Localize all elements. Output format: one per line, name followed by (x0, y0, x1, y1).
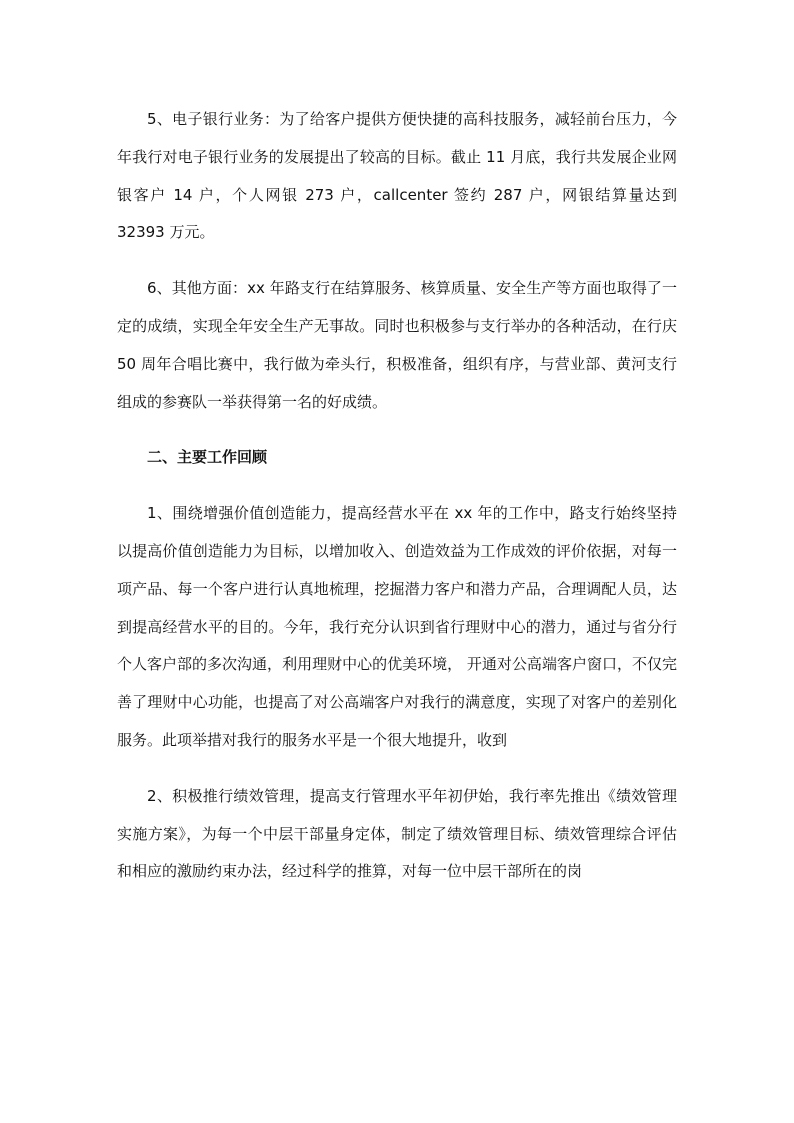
paragraph-performance-management: 2、积极推行绩效管理，提高支行管理水平年初伊始，我行率先推出《绩效管理实施方案》，为每一个中层干部量身定体，制定了绩效管理目标、绩效管理综合评估和相应的激励约束办法，经过科学的推算，对每一位中层干部所在的岗 (117, 786, 677, 881)
paragraph-spacer (117, 421, 677, 439)
document-body (117, 101, 677, 891)
paragraph-electronic-banking: 5、电子银行业务：为了给客户提供方便快捷的高科技服务，减轻前台压力，今年我行对电子银行业务的发展提出了较高的目标。截止 11 月底，我行共发展企业网银客户 14 户，个人网银 273 户，callcenter 签约 287 户，网银结算量达到 32393 万元。 (117, 110, 677, 242)
paragraph-spacer (117, 252, 677, 270)
section-heading-work-review: 二、主要工作回顾 (147, 448, 268, 467)
paragraph-other-aspects: 6、其他方面：xx 年路支行在结算服务、核算质量、安全生产等方面也取得了一定的成绩，实现全年安全生产无事故。同时也积极参与支行举办的各种活动，在行庆 50 周年合唱比赛中，我行做为牵头行，积极准备，组织有序，与营业部、黄河支行组成的参赛队一举获得第一名的好成绩。 (117, 279, 677, 411)
paragraph-value-creation: 1、围绕增强价值创造能力，提高经营水平在 xx 年的工作中，路支行始终坚持以提高价值创造能力为目标，以增加收入、创造效益为工作成效的评价依据，对每一项产品、每一个客户进行认真地梳理，挖掘潜力客户和潜力产品，合理调配人员，达到提高经营水平的目的。今年，我行充分认识到省行理财中心的潜力，通过与省分行个人客户部的多次沟通，利用理财中心的优美环境， 开通对公高端客户窗口，不仅完善了理财中心功能，也提高了对公高端客户对我行的满意度，实现了对客户的差别化服务。此项举措对我行的服务水平是一个很大地提升，收到 (117, 504, 677, 749)
paragraph-spacer (117, 477, 677, 495)
paragraph-spacer (117, 760, 677, 778)
